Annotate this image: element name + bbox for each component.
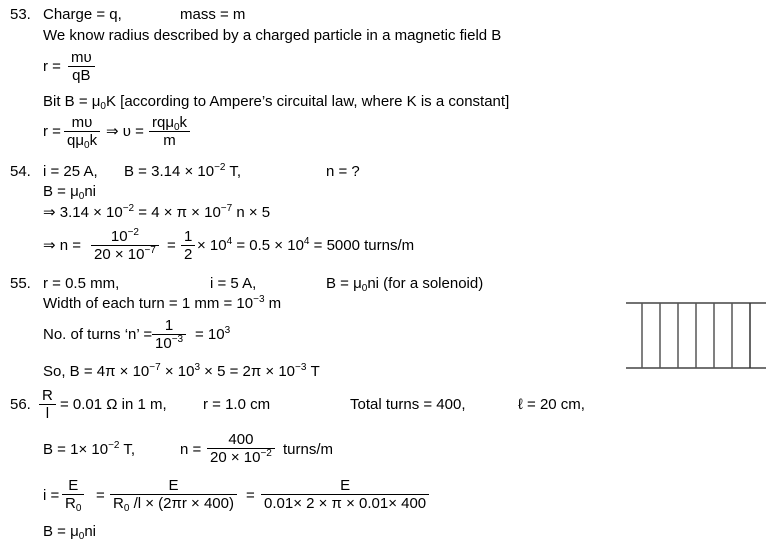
step-1: ⇒ $3.14 \times 10^{-2} = 4 \times \pi \times 10^{-7}$ n × 5 — [43, 203, 271, 221]
fraction-e-over-r0-l: $\frac{E}{R_0 /l \times (2\pi r \times 400)}$ — [110, 477, 237, 513]
given-total-turns: Total turns = 400, — [350, 396, 466, 413]
fraction-half: $\frac{1}{2}$ — [181, 228, 195, 264]
n-lhs: n = — [180, 441, 202, 458]
fraction-e-over-r0: $\frac{E}{R_0}$ — [62, 477, 84, 513]
given-formula: $B = \mu_0ni$ (for a solenoid) — [326, 275, 484, 294]
given-current: i = 25 A, — [43, 163, 98, 180]
equals: = — [96, 487, 105, 504]
given-field: $B = 3.14 \times 10^{-2}$ T, — [124, 162, 242, 180]
fraction-r2: $\frac{m\upsilon}{q\mu_0k}$ — [64, 114, 100, 150]
problem-number: 54. — [10, 163, 31, 180]
resistance-per-length: = 0.01 Ω in 1 m, — [60, 396, 167, 413]
fraction-n: $\frac{10^{-2}}{20 \times 10^{-7}}$ — [91, 228, 159, 264]
turns-rhs: = $10^3$ — [195, 325, 231, 343]
problem-number: 53. — [10, 6, 31, 23]
intro-text: We know radius described by a charged particle in a magnetic field B — [43, 27, 502, 44]
problem-number: 56. — [10, 396, 31, 413]
given-mass: mass = m — [180, 6, 246, 23]
ampere-statement: Bit $B = \mu_0K$ [according to Ampere’s circuital law, where K is a constant] — [43, 93, 510, 112]
equals: = — [246, 487, 255, 504]
fraction-v: rqμ$_0$k m — [149, 114, 190, 150]
final-formula: $B = \mu_0ni$ — [43, 523, 96, 542]
fraction-r-over-l: $\frac{R}{l}$ — [39, 387, 56, 423]
fraction-turns: $\frac{1}{10^{-3}}$ — [152, 317, 186, 353]
given-radius: r = 0.5 mm, — [43, 275, 120, 292]
step-2-result: × $10^4 = 0.5 \times 10^4 = 5000$ turns/m — [197, 236, 415, 254]
equation-lhs: r = — [43, 58, 61, 75]
solenoid-diagram — [626, 302, 766, 369]
given-current: i = 5 A, — [210, 275, 257, 292]
width-line: Width of each turn = 1 mm = $10^{-3}$ m — [43, 294, 282, 312]
fraction-n: $\frac{400}{20 \times 10^{-2}}$ — [207, 431, 275, 467]
given-length: ℓ = 20 cm, — [518, 396, 585, 413]
given-field: $B = 1\times 10^{-2}$ T, — [43, 440, 136, 458]
equation-lhs: r = — [43, 123, 61, 140]
fraction-e-final: $\frac{E}{0.01\times 2 \times \pi \times 0.01\times 400}$ — [261, 477, 429, 513]
so-line: So, $B = 4\pi \times 10^{-7} \times 10^3 \times 5 = 2\pi \times 10^{-3}$ T — [43, 362, 320, 380]
implies-v: ⇒ υ = — [106, 123, 144, 140]
problem-number: 55. — [10, 275, 31, 292]
n-unit: turns/m — [283, 441, 334, 458]
given-charge: Charge = q, — [43, 6, 122, 23]
formula: $B = \mu_0ni$ — [43, 183, 96, 202]
i-lhs: i = — [43, 487, 60, 504]
turns-lhs: No. of turns ‘n’ = — [43, 326, 153, 343]
equals: = — [167, 237, 176, 254]
fraction-r: $\frac{m\upsilon}{qB}$ — [68, 49, 95, 85]
given-radius: r = 1.0 cm — [203, 396, 271, 413]
step-2-lhs: ⇒ n = — [43, 237, 82, 254]
unknown-n: n = ? — [326, 163, 360, 180]
